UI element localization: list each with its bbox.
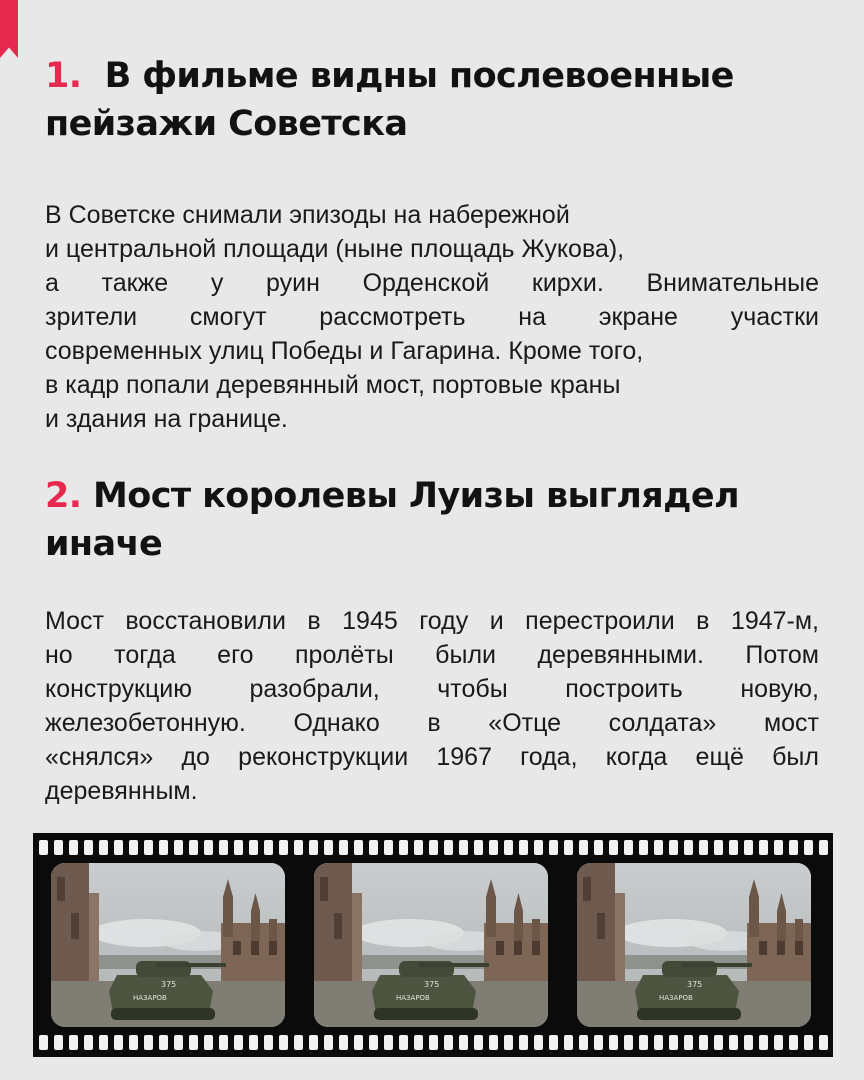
- film-hole: [309, 1035, 318, 1050]
- film-hole: [114, 840, 123, 855]
- film-hole: [369, 840, 378, 855]
- paragraph-line: а также у руин Орденской кирхи. Внимательные: [45, 269, 819, 297]
- film-hole: [204, 1035, 213, 1050]
- film-hole: [279, 1035, 288, 1050]
- film-hole: [219, 840, 228, 855]
- film-hole: [564, 1035, 573, 1050]
- film-hole: [789, 840, 798, 855]
- film-hole: [729, 840, 738, 855]
- film-hole: [174, 840, 183, 855]
- film-hole: [474, 1035, 483, 1050]
- film-hole: [399, 1035, 408, 1050]
- svg-text:375: 375: [161, 980, 177, 989]
- film-hole: [294, 1035, 303, 1050]
- film-hole: [174, 1035, 183, 1050]
- film-hole: [714, 1035, 723, 1050]
- section-1-title: В фильме видны послевоенные пейзажи Советска: [45, 56, 734, 144]
- film-hole: [309, 840, 318, 855]
- film-hole: [354, 840, 363, 855]
- film-frame: [577, 863, 811, 1027]
- film-hole: [369, 1035, 378, 1050]
- film-hole: [579, 840, 588, 855]
- film-hole: [324, 840, 333, 855]
- film-hole: [114, 1035, 123, 1050]
- film-hole: [654, 1035, 663, 1050]
- film-hole: [159, 1035, 168, 1050]
- film-hole: [99, 840, 108, 855]
- film-hole: [384, 840, 393, 855]
- film-perforations-bottom: [39, 1035, 833, 1050]
- film-hole: [624, 1035, 633, 1050]
- film-hole: [189, 840, 198, 855]
- film-hole: [639, 1035, 648, 1050]
- section-2-heading: [45, 472, 825, 568]
- film-hole: [129, 1035, 138, 1050]
- film-hole: [399, 840, 408, 855]
- film-hole: [744, 840, 753, 855]
- svg-text:375: 375: [424, 980, 440, 989]
- paragraph-line: и здания на границе.: [45, 405, 288, 433]
- film-hole: [99, 1035, 108, 1050]
- section-2-number: 2.: [45, 476, 82, 516]
- film-hole: [684, 1035, 693, 1050]
- film-hole: [804, 840, 813, 855]
- film-hole: [564, 840, 573, 855]
- film-hole: [819, 840, 828, 855]
- film-hole: [594, 1035, 603, 1050]
- film-hole: [54, 840, 63, 855]
- film-hole: [579, 1035, 588, 1050]
- film-hole: [294, 840, 303, 855]
- film-hole: [219, 1035, 228, 1050]
- film-hole: [414, 840, 423, 855]
- paragraph-line: но тогда его пролёты были деревянными. Потом: [45, 641, 819, 669]
- film-hole: [339, 840, 348, 855]
- paragraph-line: конструкцию разобрали, чтобы построить новую,: [45, 675, 819, 703]
- paragraph-line: «снялся» до реконструкции 1967 года, когда ещё был: [45, 743, 819, 771]
- film-hole: [39, 840, 48, 855]
- paragraph-line: В Советске снимали эпизоды на набережной: [45, 201, 570, 229]
- film-hole: [519, 840, 528, 855]
- svg-text:НАЗАРОВ: НАЗАРОВ: [659, 994, 693, 1002]
- film-hole: [69, 840, 78, 855]
- film-hole: [624, 840, 633, 855]
- film-hole: [459, 1035, 468, 1050]
- film-hole: [609, 840, 618, 855]
- film-hole: [759, 840, 768, 855]
- film-hole: [774, 1035, 783, 1050]
- svg-text:НАЗАРОВ: НАЗАРОВ: [133, 994, 167, 1002]
- film-hole: [594, 840, 603, 855]
- film-hole: [414, 1035, 423, 1050]
- film-hole: [39, 1035, 48, 1050]
- film-hole: [249, 1035, 258, 1050]
- film-perforations-top: [39, 840, 833, 855]
- film-hole: [459, 840, 468, 855]
- film-hole: [84, 1035, 93, 1050]
- tank-ruins-photo: [314, 863, 548, 1027]
- paragraph-line: современных улиц Победы и Гагарина. Кроме того,: [45, 337, 644, 365]
- paragraph-line: и центральной площади (ныне площадь Жукова),: [45, 235, 625, 263]
- bookmark-icon: [0, 0, 18, 58]
- film-hole: [744, 1035, 753, 1050]
- film-hole: [159, 840, 168, 855]
- tank-ruins-photo: [577, 863, 811, 1027]
- film-hole: [534, 1035, 543, 1050]
- film-hole: [264, 840, 273, 855]
- film-hole: [129, 840, 138, 855]
- film-hole: [549, 1035, 558, 1050]
- film-hole: [699, 840, 708, 855]
- tank-ruins-photo: [51, 863, 285, 1027]
- svg-text:375: 375: [687, 980, 703, 989]
- film-hole: [774, 840, 783, 855]
- film-hole: [714, 840, 723, 855]
- film-hole: [504, 1035, 513, 1050]
- film-hole: [789, 1035, 798, 1050]
- film-hole: [504, 840, 513, 855]
- film-hole: [699, 1035, 708, 1050]
- film-hole: [519, 1035, 528, 1050]
- paragraph-line: в кадр попали деревянный мост, портовые краны: [45, 371, 621, 399]
- film-frame: [314, 863, 548, 1027]
- film-hole: [279, 840, 288, 855]
- film-hole: [549, 840, 558, 855]
- film-hole: [474, 840, 483, 855]
- film-hole: [534, 840, 543, 855]
- section-1-number: 1.: [45, 56, 82, 96]
- film-hole: [489, 1035, 498, 1050]
- film-hole: [819, 1035, 828, 1050]
- film-hole: [339, 1035, 348, 1050]
- film-hole: [144, 1035, 153, 1050]
- film-hole: [84, 840, 93, 855]
- film-hole: [189, 1035, 198, 1050]
- paragraph-line: зрители смогут рассмотреть на экране участки: [45, 303, 819, 331]
- film-hole: [144, 840, 153, 855]
- paragraph-line: деревянным.: [45, 777, 198, 805]
- film-hole: [69, 1035, 78, 1050]
- film-hole: [204, 840, 213, 855]
- film-hole: [429, 840, 438, 855]
- film-hole: [354, 1035, 363, 1050]
- film-hole: [684, 840, 693, 855]
- film-hole: [429, 1035, 438, 1050]
- film-hole: [249, 840, 258, 855]
- film-hole: [234, 840, 243, 855]
- section-2-paragraph: [45, 604, 819, 808]
- film-hole: [384, 1035, 393, 1050]
- svg-text:НАЗАРОВ: НАЗАРОВ: [396, 994, 430, 1002]
- film-hole: [234, 1035, 243, 1050]
- section-1-paragraph: [45, 198, 819, 436]
- film-hole: [444, 1035, 453, 1050]
- film-hole: [639, 840, 648, 855]
- film-hole: [759, 1035, 768, 1050]
- film-frame: [51, 863, 285, 1027]
- film-hole: [54, 1035, 63, 1050]
- paragraph-line: Мост восстановили в 1945 году и перестроили в 1947-м,: [45, 607, 819, 635]
- film-hole: [324, 1035, 333, 1050]
- film-hole: [264, 1035, 273, 1050]
- film-hole: [669, 840, 678, 855]
- film-hole: [669, 1035, 678, 1050]
- film-hole: [444, 840, 453, 855]
- film-hole: [654, 840, 663, 855]
- film-hole: [729, 1035, 738, 1050]
- paragraph-line: железобетонную. Однако в «Отце солдата» мост: [45, 709, 819, 737]
- film-strip: [33, 833, 833, 1057]
- film-hole: [609, 1035, 618, 1050]
- film-hole: [804, 1035, 813, 1050]
- section-2-title: Мост королевы Луизы выглядел иначе: [45, 476, 740, 564]
- section-1-heading: [45, 52, 825, 148]
- film-hole: [489, 840, 498, 855]
